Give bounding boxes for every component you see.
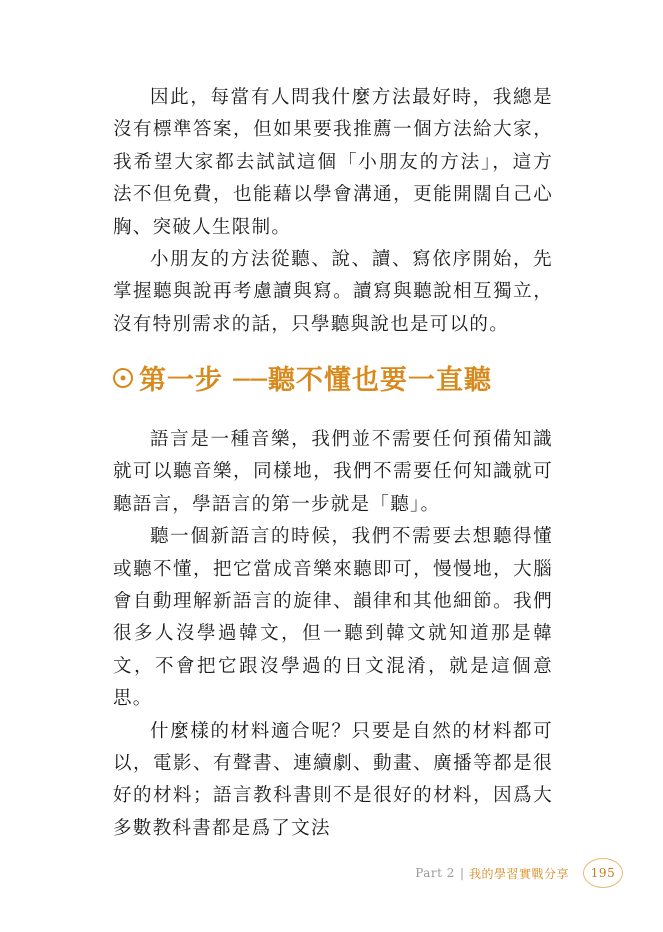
paragraph: 什麼樣的材料適合呢？只要是自然的材料都可以，電影、有聲書、連續劇、動畫、廣播等都是很好的材料；語言教科書則不是很好的材料，因爲大多數教科書都是爲了文法 (113, 720, 553, 839)
footer-part-label: Part 2 (415, 866, 455, 880)
paragraph: 語言是一種音樂，我們並不需要任何預備知識就可以聽音樂，同樣地，我們不需要任何知識就可聽語言，學語言的第一步就是「聽」。 (113, 429, 553, 515)
page-number: 195 (583, 858, 623, 888)
paragraph: 因此，每當有人問我什麼方法最好時，我總是沒有標準答案，但如果要我推薦一個方法給大家，我希望大家都去試試這個「小朋友的方法」，這方法不但免費，也能藉以學會溝通，更能開闊自己心胸、突破人生限制。 (113, 87, 553, 238)
section-heading (113, 356, 492, 398)
footer-separator: | (459, 866, 464, 880)
intro-text (113, 82, 553, 341)
page-footer (415, 856, 623, 890)
paragraph: 聽一個新語言的時候，我們不需要去想聽得懂或聽不懂，把它當成音樂來聽即可，慢慢地，大腦會自動理解新語言的旋律、韻律和其他細節。我們很多人沒學過韓文，但一聽到韓文就知道那是韓文，不會把它跟沒學過的日文混淆，就是這個意思。 (113, 526, 553, 710)
paragraph: 小朋友的方法從聽、說、讀、寫依序開始，先掌握聽與說再考慮讀與寫。讀寫與聽說相互獨立，沒有特別需求的話，只學聽與說也是可以的。 (113, 249, 553, 335)
circle-dot-icon (113, 368, 133, 388)
section-text (113, 424, 553, 845)
section-heading-text: 第一步 ──聽不懂也要一直聽 (139, 364, 492, 396)
footer-chapter-title: 我的學習實戰分享 (468, 866, 569, 881)
